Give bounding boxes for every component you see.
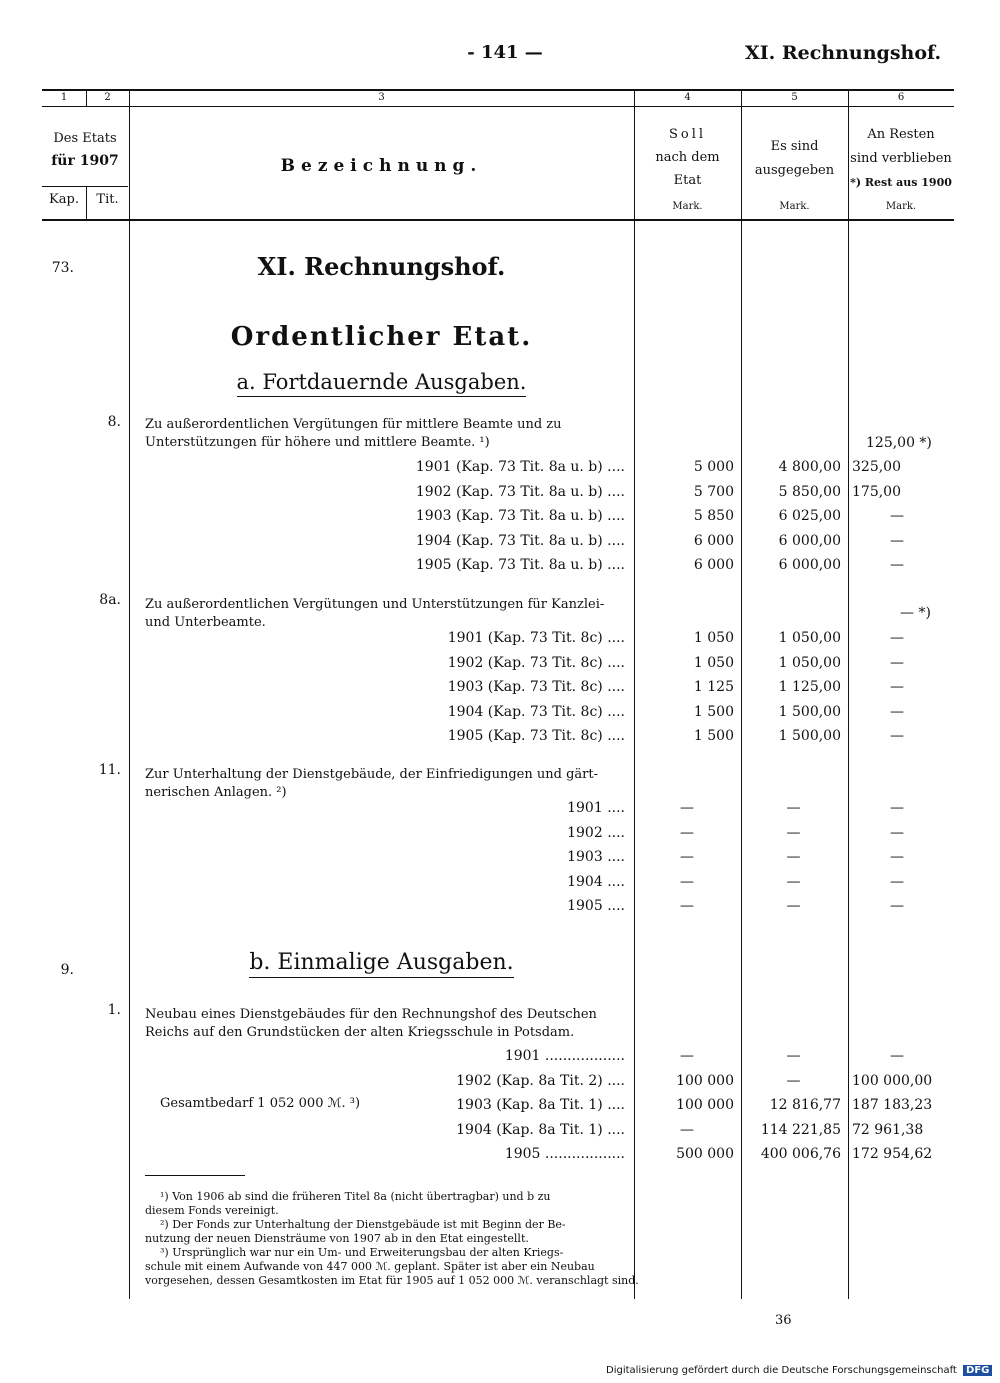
rest-value: — (890, 898, 904, 914)
signature-mark: 36 (775, 1313, 792, 1328)
gesamtbedarf: Gesamtbedarf 1 052 000 ℳ. ³) (160, 1096, 361, 1111)
ausgegeben-value: 5 850,00 (778, 483, 841, 500)
carry-over-rest: 125,00 *) (866, 435, 932, 451)
title-text: Neubau eines Dienstgebäudes für den Rechnungshof des Deutschen (145, 1007, 597, 1022)
ausgegeben-value: 6 000,00 (778, 532, 841, 549)
col-number: 4 (684, 92, 691, 103)
title-text: Reichs auf den Grundstücken der alten Kriegsschule in Potsdam. (145, 1025, 575, 1040)
rest-value: — (890, 728, 904, 744)
soll-value: 5 000 (693, 459, 734, 475)
footnote-rule (145, 1175, 245, 1176)
ausgegeben-value: 1 125,00 (778, 679, 841, 695)
header-bottom-rule (42, 219, 954, 221)
year-label: 1905 (Kap. 73 Tit. 8a u. b) .... (415, 557, 625, 573)
ausgegeben-value: — (786, 824, 801, 841)
soll-value: 1 125 (693, 679, 734, 695)
ausgegeben-value: 6 025,00 (778, 508, 841, 524)
soll-value: 6 000 (693, 532, 734, 549)
rest-value: — (890, 532, 904, 549)
header-etat: Etat (673, 173, 702, 188)
soll-value: 5 700 (693, 483, 734, 500)
header-etats: Des Etats (53, 131, 117, 146)
rest-value: — (890, 654, 904, 671)
col-divider (634, 89, 635, 1299)
footnote-3-cont: vorgesehen, dessen Gesamtkosten im Etat für 1905 auf 1 052 000 ℳ. veranschlagt sind. (145, 1274, 639, 1287)
tit-number: 8. (107, 414, 121, 430)
header-bezeichnung: Bezeichnung. (280, 156, 483, 176)
rest-value: 72 961,38 (852, 1121, 924, 1138)
col-number: 2 (104, 92, 111, 103)
section-subtitle: Ordentlicher Etat. (230, 322, 533, 352)
title-text: und Unterbeamte. (145, 615, 266, 630)
header-rest-1900: *) Rest aus 1900 (850, 176, 952, 189)
soll-value: 1 500 (693, 728, 734, 744)
header-soll: Soll (668, 127, 707, 142)
header-ausgegeben: ausgegeben (754, 163, 835, 178)
rest-value: — (890, 873, 904, 890)
col-number: 3 (378, 92, 385, 103)
year-label: 1901 .................. (504, 1048, 625, 1064)
ausgegeben-value: — (786, 898, 801, 914)
col-number: 6 (897, 92, 905, 103)
footnote-1-cont: diesem Fonds vereinigt. (145, 1204, 279, 1217)
year-label: 1901 (Kap. 73 Tit. 8a u. b) .... (415, 459, 625, 475)
rest-value: 325,00 (852, 459, 901, 475)
rest-value: — (890, 508, 904, 524)
part-a-heading: a. Fortdauernde Ausgaben. (129, 370, 634, 394)
tit-number: 1. (107, 1002, 121, 1018)
soll-value: — (680, 824, 694, 841)
header-year: für 1907 (51, 153, 119, 169)
rest-value: — (890, 849, 904, 865)
kap-tit-rule (42, 186, 128, 187)
soll-value: — (680, 800, 694, 816)
title-text: Unterstützungen für höhere und mittlere Beamte. ¹) (145, 435, 490, 450)
soll-value: — (680, 1121, 694, 1138)
ausgegeben-value: 1 500,00 (778, 728, 841, 744)
year-label: 1903 (Kap. 8a Tit. 1) .... (456, 1097, 625, 1113)
rest-value: — (890, 557, 904, 573)
year-label: 1903 (Kap. 73 Tit. 8c) .... (447, 679, 625, 695)
col-divider (848, 89, 849, 1299)
ausgegeben-value: — (786, 1048, 801, 1064)
year-label: 1904 (Kap. 8a Tit. 1) .... (456, 1121, 625, 1138)
year-label: 1903 (Kap. 73 Tit. 8a u. b) .... (415, 508, 625, 524)
soll-value: 1 500 (693, 703, 734, 720)
carry-over-rest: — *) (900, 605, 931, 621)
footnote-2-cont: nutzung der neuen Diensträume von 1907 ab in den Etat eingestellt. (145, 1232, 529, 1245)
ausgegeben-value: 1 050,00 (778, 654, 841, 671)
ausgegeben-value: 400 006,76 (760, 1146, 841, 1162)
year-label: 1902 (Kap. 8a Tit. 2) .... (456, 1072, 625, 1089)
header-an-resten: An Resten (867, 127, 935, 142)
running-title: XI. Rechnungshof. (745, 42, 942, 64)
ausgegeben-value: — (786, 800, 801, 816)
header-nach-dem: nach dem (655, 150, 720, 165)
rest-value: — (890, 630, 904, 646)
part-b-heading: b. Einmalige Ausgaben. (129, 950, 634, 975)
ausgegeben-value: 6 000,00 (778, 557, 841, 573)
ausgegeben-value: — (786, 1072, 801, 1089)
year-label: 1901 (Kap. 73 Tit. 8c) .... (447, 630, 625, 646)
soll-value: — (680, 1048, 694, 1064)
year-label: 1904 .... (567, 873, 625, 890)
kap-number: 73. (51, 260, 74, 276)
footnote-3-cont: schule mit einem Aufwande von 447 000 ℳ. geplant. Später ist aber ein Neubau (145, 1260, 595, 1273)
soll-value: 500 000 (676, 1146, 734, 1162)
year-label: 1905 (Kap. 73 Tit. 8c) .... (447, 728, 625, 744)
dfg-logo: DFG (963, 1365, 992, 1376)
header-tit: Tit. (96, 192, 119, 207)
soll-value: — (680, 849, 694, 865)
year-label: 1905 .... (567, 898, 625, 914)
dfg-credit: Digitalisierung gefördert durch die Deutsche Forschungsgemeinschaft DFG (606, 1365, 992, 1376)
unit-mark: Mark. (672, 201, 703, 212)
ausgegeben-value: 12 816,77 (769, 1097, 841, 1113)
unit-mark: Mark. (885, 201, 917, 212)
soll-value: 1 050 (693, 630, 734, 646)
soll-value: 100 000 (676, 1072, 734, 1089)
unit-mark: Mark. (779, 201, 810, 212)
title-text: Zur Unterhaltung der Dienstgebäude, der Einfriedigungen und gärt- (145, 767, 598, 782)
header-verblieben: sind verblieben (850, 151, 952, 166)
colnum-rule (42, 106, 954, 107)
rest-value: 172 954,62 (852, 1146, 933, 1162)
year-label: 1902 .... (567, 824, 625, 841)
soll-value: 5 850 (693, 508, 734, 524)
ausgegeben-value: 1 050,00 (778, 630, 841, 646)
soll-value: 100 000 (676, 1097, 734, 1113)
rest-value: — (890, 824, 904, 841)
rest-value: 175,00 (852, 483, 901, 500)
rest-value: — (890, 1048, 904, 1064)
year-label: 1903 .... (567, 849, 625, 865)
tit-number: 8a. (99, 592, 121, 608)
soll-value: — (680, 898, 694, 914)
soll-value: — (680, 873, 694, 890)
footnote-3: ³) Ursprünglich war nur ein Um- und Erweiterungsbau der alten Kriegs- (160, 1246, 564, 1259)
header-kap: Kap. (49, 192, 79, 207)
ausgegeben-value: 1 500,00 (778, 703, 841, 720)
table-top-rule (42, 89, 954, 91)
ausgegeben-value: — (786, 873, 801, 890)
page-number: - 141 — (467, 42, 543, 63)
ausgegeben-value: 4 800,00 (778, 459, 841, 475)
section-title: XI. Rechnungshof. (257, 252, 506, 281)
col-number: 1 (60, 92, 68, 103)
footnote-1: ¹) Von 1906 ab sind die früheren Titel 8a (nicht übertragbar) und b zu (160, 1190, 551, 1203)
col-number: 5 (791, 92, 798, 103)
year-label: 1902 (Kap. 73 Tit. 8a u. b) .... (415, 483, 625, 500)
soll-value: 6 000 (693, 557, 734, 573)
header-es-sind: Es sind (770, 139, 819, 154)
year-label: 1904 (Kap. 73 Tit. 8a u. b) .... (415, 532, 625, 549)
year-label: 1901 .... (567, 800, 625, 816)
year-label: 1902 (Kap. 73 Tit. 8c) .... (447, 654, 625, 671)
title-text: nerischen Anlagen. ²) (145, 785, 287, 800)
col-divider (741, 89, 742, 1299)
title-text: Zu außerordentlichen Vergütungen und Unterstützungen für Kanzlei- (145, 597, 605, 612)
footnote-2: ²) Der Fonds zur Unterhaltung der Dienstgebäude ist mit Beginn der Be- (160, 1218, 566, 1231)
kap-number: 9. (60, 962, 74, 978)
tit-number: 11. (98, 762, 121, 778)
year-label: 1905 .................. (504, 1146, 625, 1162)
soll-value: 1 050 (693, 654, 734, 671)
rest-value: — (890, 800, 904, 816)
title-text: Zu außerordentlichen Vergütungen für mittlere Beamte und zu (145, 417, 562, 432)
rest-value: 100 000,00 (852, 1072, 933, 1089)
year-label: 1904 (Kap. 73 Tit. 8c) .... (447, 703, 625, 720)
rest-value: 187 183,23 (852, 1097, 933, 1113)
rest-value: — (890, 679, 904, 695)
ausgegeben-value: 114 221,85 (760, 1121, 841, 1138)
rest-value: — (890, 703, 904, 720)
ausgegeben-value: — (786, 849, 801, 865)
